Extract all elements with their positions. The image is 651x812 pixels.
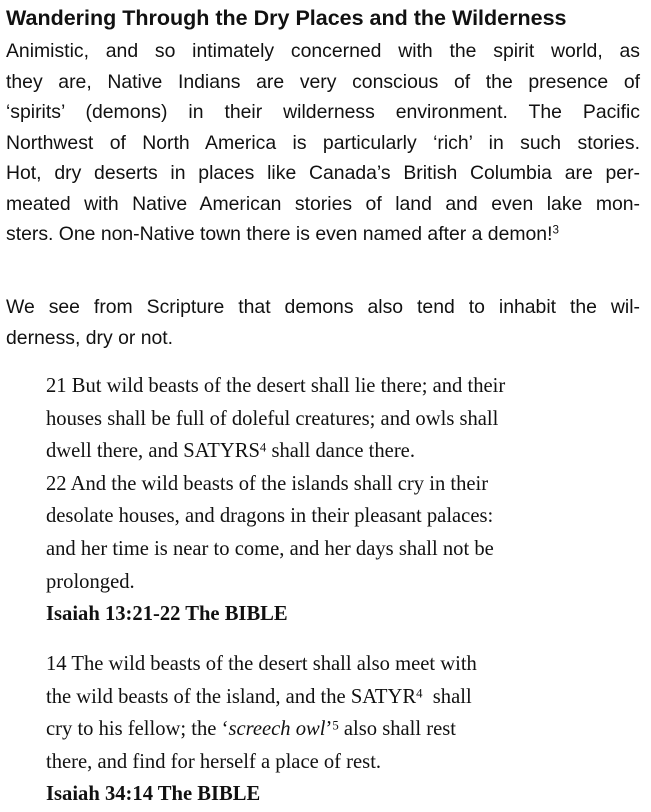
paragraph-line: Northwest of North America is particularly ‘rich’ in such stories. — [6, 131, 640, 154]
quote-line — [46, 713, 646, 746]
paragraph-line: meated with Native American stories of land and even lake mon- — [6, 192, 640, 215]
quote-text: the wild beasts of the island, and the SATYR — [46, 685, 417, 708]
quote-line — [46, 681, 646, 714]
paragraph-line-text: sters. One non-Native town there is even named after a demon! — [6, 223, 553, 245]
quote-line: there, and find for herself a place of rest. — [46, 750, 382, 773]
quote-text: cry to his fellow; the ‘ — [46, 718, 229, 741]
quote-line: 14 The wild beasts of the desert shall also meet with — [46, 653, 477, 675]
quote-citation: Isaiah 34:14 The BIBLE — [46, 783, 261, 806]
quote-line: prolonged. — [46, 570, 135, 593]
scripture-intro-paragraph — [6, 292, 640, 353]
quote-line: desolate houses, and dragons in their pleasant palaces: — [46, 505, 494, 528]
quote-line: 22 And the wild beasts of the islands shall cry in their — [46, 472, 489, 495]
paragraph-line: Hot, dry deserts in places like Canada’s British Columbia are per- — [6, 162, 640, 184]
quote-text: shall dance there. — [266, 440, 415, 463]
quote-citation: Isaiah 13:21-22 The BIBLE — [46, 603, 288, 626]
footnote-ref: 4 — [259, 440, 267, 455]
quote-text: dwell there, and SATYRS — [46, 440, 260, 463]
paragraph-line: ‘spirits’ (demons) in their wilderness environment. The Pacific — [6, 101, 640, 123]
footnote-ref: 4 — [416, 685, 423, 700]
section-heading: Wandering Through the Dry Places and the Wilderness — [6, 6, 567, 30]
quote-line: 21 But wild beasts of the desert shall lie there; and their — [46, 375, 506, 397]
quote-text: shall — [422, 685, 472, 708]
paragraph-line: Animistic, and so intimately concerned with the spirit world, as — [6, 40, 640, 62]
quote-line: houses shall be full of doleful creatures; and owls shall — [46, 407, 499, 430]
quote-line — [46, 435, 646, 468]
paragraph-line: derness, dry or not. — [6, 326, 174, 349]
footnote-ref: 3 — [552, 223, 559, 237]
quote-line: and her time is near to come, and her days shall not be — [46, 537, 494, 560]
quote-text: also shall rest — [338, 718, 456, 741]
footnote-ref: 5 — [332, 718, 339, 733]
scripture-quote-isaiah-34 — [46, 648, 646, 811]
quote-text: ’ — [325, 718, 333, 741]
paragraph-line: We see from Scripture that demons also tend to inhabit the wil- — [6, 296, 640, 318]
paragraph-line: they are, Native Indians are very conscious of the presence of — [6, 70, 640, 93]
quote-italic-text: screech owl — [228, 718, 326, 741]
scripture-quote-isaiah-13 — [46, 370, 646, 631]
intro-paragraph — [6, 36, 640, 250]
paragraph-line — [6, 219, 640, 250]
